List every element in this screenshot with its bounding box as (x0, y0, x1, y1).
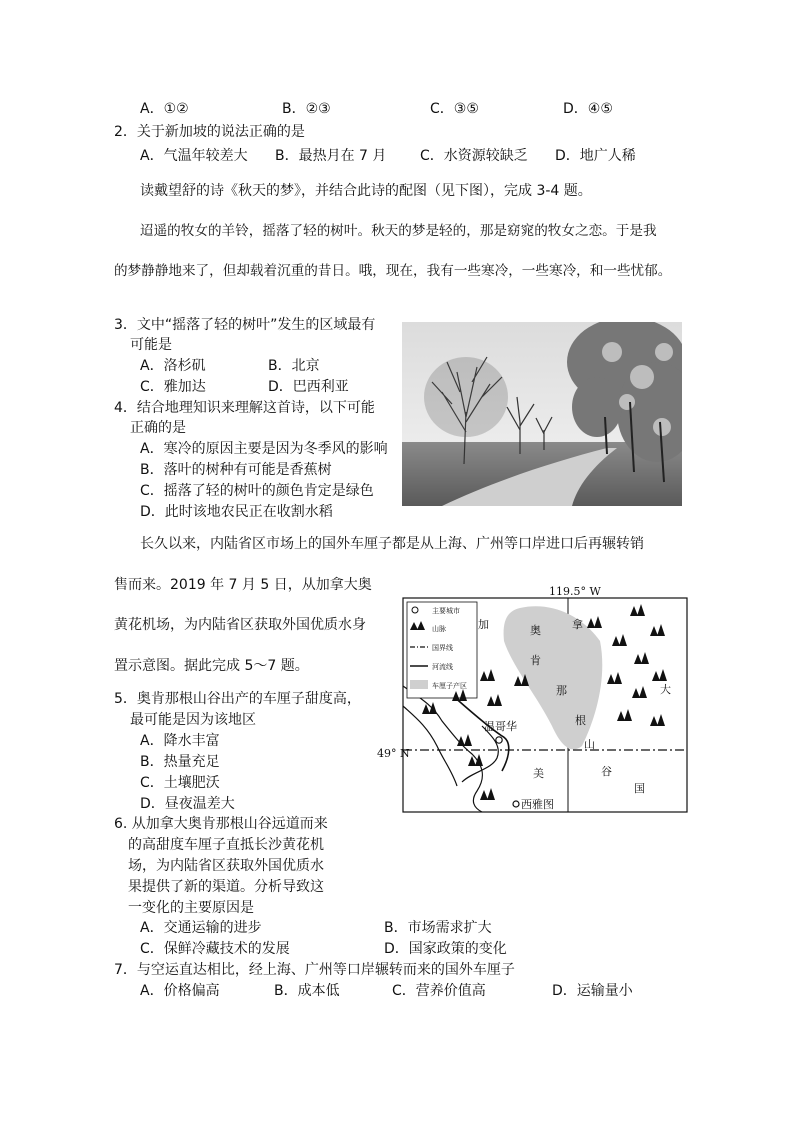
map-char-valley-1: 奥 (530, 624, 541, 637)
city-vancouver: 温哥华 (484, 720, 517, 733)
map-char-canada-2: 拿 (572, 618, 583, 631)
q6-stem-line-1: 6. 从加拿大奥肯那根山谷远道而来 (114, 816, 328, 832)
q1-option-a: A．①② (140, 101, 189, 117)
map-char-usa-2: 国 (634, 782, 645, 795)
city-seattle: 西雅图 (521, 798, 554, 811)
legend-city: 主要城市 (432, 607, 460, 615)
q3-option-d: D．巴西利亚 (268, 379, 349, 395)
q1-option-b: B．②③ (282, 101, 331, 117)
map-char-valley-3: 那 (556, 684, 567, 697)
vancouver-city-marker (496, 737, 502, 743)
para-5-7-line-2: 售而来。2019 年 7 月 5 日，从加拿大奥 (114, 577, 372, 593)
longitude-label: 119.5° W (549, 586, 601, 598)
q3-option-b: B．北京 (268, 358, 320, 374)
q4-option-b: B．落叶的树种有可能是香蕉树 (140, 462, 332, 478)
q2-option-a: A．气温年较差大 (140, 148, 248, 164)
q5-stem-line-1: 5．奥肯那根山谷出产的车厘子甜度高， (114, 691, 361, 707)
q4-option-c: C．摇落了轻的树叶的颜色肯定是绿色 (140, 483, 374, 499)
q6-stem-line-3: 场，为内陆省区获取外国优质水 (128, 858, 324, 874)
q3-stem-line-2: 可能是 (130, 337, 172, 353)
q3-stem-line-1: 3．文中“摇落了轻的树叶”发生的区域最有 (114, 317, 376, 333)
map-char-valley-2: 肯 (530, 654, 541, 667)
q7-option-d: D．运输量小 (552, 983, 633, 999)
intro-3-4: 读戴望舒的诗《秋天的梦》，并结合此诗的配图（见下图），完成 3-4 题。 (140, 183, 592, 199)
latitude-label-outside: 49° N (377, 747, 410, 760)
para-5-7-line-4: 置示意图。据此完成 5～7 题。 (114, 658, 309, 674)
legend-mountain: 山脉 (432, 625, 446, 633)
q4-stem-line-1: 4．结合地理知识来理解这首诗，以下可能 (114, 400, 375, 416)
map-char-canada-3: 大 (660, 683, 671, 696)
q7-option-b: B．成本低 (274, 983, 340, 999)
q1-option-c: C．③⑤ (430, 101, 479, 117)
q5-option-c: C．土壤肥沃 (140, 775, 220, 791)
q6-stem-line-2: 的高甜度车厘子直抵长沙黄花机 (128, 837, 324, 853)
q2-option-d: D．地广人稀 (555, 148, 636, 164)
legend-river: 河流线 (432, 663, 453, 671)
q5-stem-line-2: 最可能是因为该地区 (130, 712, 256, 728)
q6-option-b: B．市场需求扩大 (384, 920, 492, 936)
q5-option-b: B．热量充足 (140, 754, 220, 770)
q3-option-c: C．雅加达 (140, 379, 206, 395)
q4-stem-line-2: 正确的是 (130, 420, 186, 436)
okanagan-valley-map (402, 586, 688, 814)
map-char-valley-5: 山 (584, 738, 595, 751)
map-char-usa-1: 美 (533, 767, 544, 780)
q2-stem: 2．关于新加坡的说法正确的是 (114, 124, 305, 140)
map-char-valley-4: 根 (575, 714, 586, 727)
q7-stem: 7．与空运直达相比，经上海、广州等口岸辗转而来的国外车厘子 (114, 962, 515, 978)
legend-border: 国界线 (432, 644, 453, 652)
legend-orchard: 车厘子产区 (432, 682, 467, 690)
q4-option-d: D．此时该地农民正在收割水稻 (140, 504, 333, 520)
poem-line-1: 迢遥的牧女的羊铃，摇落了轻的树叶。秋天的梦是轻的，那是窈窕的牧女之恋。于是我 (140, 223, 657, 239)
map-char-canada-1: 加 (478, 618, 489, 631)
q7-option-c: C．营养价值高 (392, 983, 486, 999)
seattle-city-marker (513, 801, 519, 807)
q6-stem-line-5: 一变化的主要原因是 (128, 900, 254, 916)
q2-option-b: B．最热月在 7 月 (275, 148, 387, 164)
para-5-7-line-1: 长久以来，内陆省区市场上的国外车厘子都是从上海、广州等口岸进口后再辗转销 (140, 536, 644, 552)
q3-option-a: A．洛杉矶 (140, 358, 206, 374)
q1-option-d: D．④⑤ (563, 101, 613, 117)
poem-line-2: 的梦静静地来了，但却载着沉重的昔日。哦，现在，我有一些寒冷，一些寒冷，和一些忧郁。 (114, 263, 672, 279)
autumn-trees-photo (402, 322, 682, 506)
q2-option-c: C．水资源较缺乏 (420, 148, 528, 164)
q6-option-d: D．国家政策的变化 (384, 941, 507, 957)
map-char-valley-6: 谷 (601, 765, 612, 778)
q4-option-a: A．寒冷的原因主要是因为冬季风的影响 (140, 441, 388, 457)
q5-option-d: D．昼夜温差大 (140, 796, 235, 812)
q6-option-c: C．保鲜冷藏技术的发展 (140, 941, 290, 957)
q7-option-a: A．价格偏高 (140, 983, 220, 999)
q5-option-a: A．降水丰富 (140, 733, 220, 749)
q6-option-a: A．交通运输的进步 (140, 920, 262, 936)
q6-stem-line-4: 果提供了新的渠道。分析导致这 (128, 879, 324, 895)
para-5-7-line-3: 黄花机场，为内陆省区获取外国优质水身 (114, 617, 366, 633)
